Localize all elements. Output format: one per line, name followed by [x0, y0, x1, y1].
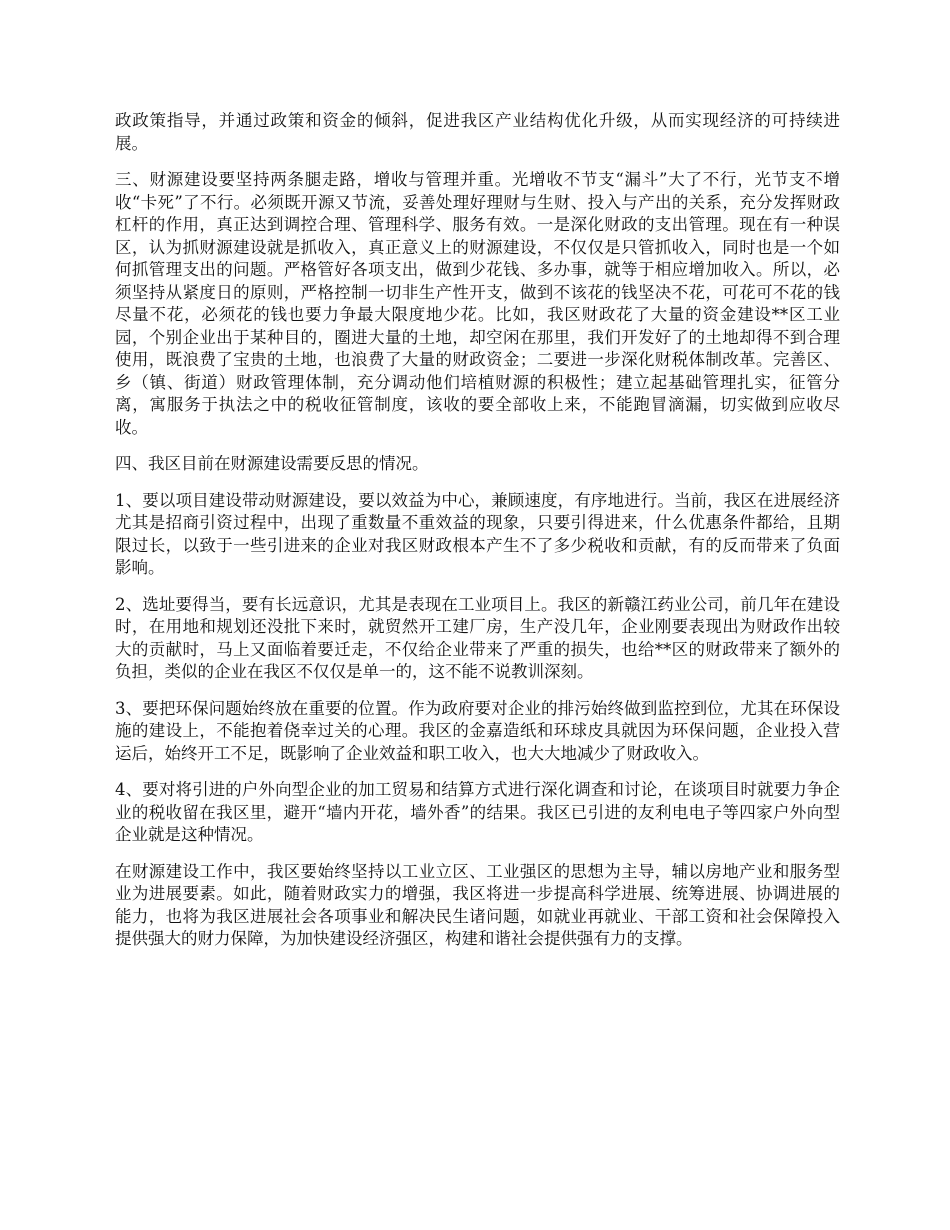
paragraph-section-three: 三、财源建设要坚持两条腿走路，增收与管理并重。光增收不节支“漏斗”大了不行，光节支不增收“卡死”了不行。必须既开源又节流，妥善处理好理财与生财、投入与产出的关系，充分发挥财政杠杆的作用，真正达到调控合理、管理科学、服务有效。一是深化财政的支出管理。现在有一种误区，认为抓财源建设就是抓收入，真正意义上的财源建设，不仅仅是只管抓收入，同时也是一个如何抓管理支出的问题。严格管好各项支出，做到少花钱、多办事，就等于相应增加收入。所以，必须坚持从紧度日的原则，严格控制一切非生产性开支，做到不该花的钱坚决不花，可花可不花的钱尽量不花，必须花的钱也要力争最大限度地少花。比如，我区财政花了大量的资金建设**区工业园，个别企业出于某种目的，圈进大量的土地，却空闲在那里，我们开发好了的土地却得不到合理使用，既浪费了宝贵的土地，也浪费了大量的财政资金；二要进一步深化财税体制改革。完善区、乡（镇、街道）财政管理体制，充分调动他们培植财源的积极性；建立起基础管理扎实，征管分离，寓服务于执法之中的税收征管制度，该收的要全部收上来，不能跑冒滴漏，切实做到应收尽收。 — [115, 170, 840, 437]
paragraph-section-four-heading: 四、我区目前在财源建设需要反思的情况。 — [115, 454, 429, 473]
paragraph-item-1: 1、要以项目建设带动财源建设，要以效益为中心，兼顾速度，有序地进行。当前，我区在进展经济尤其是招商引资过程中，出现了重数量不重效益的现象，只要引得进来，什么优惠条件都给，且期限过长，以致于一些引进来的企业对我区财政根本产生不了多少税收和贡献，有的反而带来了负面影响。 — [115, 490, 840, 577]
paragraph-item-4: 4、要对将引进的户外向型企业的加工贸易和结算方式进行深化调查和讨论，在谈项目时就要力争企业的税收留在我区里，避开“墙内开花，墙外香”的结果。我区已引进的友利电电子等四家户外向型企业就是这种情况。 — [115, 780, 840, 844]
document-body — [115, 110, 840, 965]
paragraph-item-3: 3、要把环保问题始终放在重要的位置。作为政府要对企业的排污始终做到监控到位，尤其在环保设施的建设上，不能抱着侥幸过关的心理。我区的金嘉造纸和环球皮具就因为环保问题，企业投入营运后，始终开工不足，既影响了企业效益和职工收入，也大大地减少了财政收入。 — [115, 698, 840, 763]
paragraph-item-2: 2、选址要得当，要有长远意识，尤其是表现在工业项目上。我区的新赣江药业公司，前几年在建设时，在用地和规划还没批下来时，就贸然开工建厂房，生产没几年，企业刚要表现出为财政作出较大的贡献时，马上又面临着要迁走，不仅给企业带来了严重的损失，也给**区的财政带来了额外的负担，类似的企业在我区不仅仅是单一的，这不能不说教训深刻。 — [115, 594, 840, 681]
paragraph-conclusion: 在财源建设工作中，我区要始终坚持以工业立区、工业强区的思想为主导，辅以房地产业和服务型业为进展要素。如此，随着财政实力的增强，我区将进一步提高科学进展、统筹进展、协调进展的能力，也将为我区进展社会各项事业和解决民生诸问题，如就业再就业、干部工资和社会保障投入提供强大的财力保障，为加快建设经济强区，构建和谐社会提供强有力的支撑。 — [115, 861, 840, 948]
paragraph-continuation: 政政策指导，并通过政策和资金的倾斜，促进我区产业结构优化升级，从而实现经济的可持续进展。 — [115, 111, 840, 153]
